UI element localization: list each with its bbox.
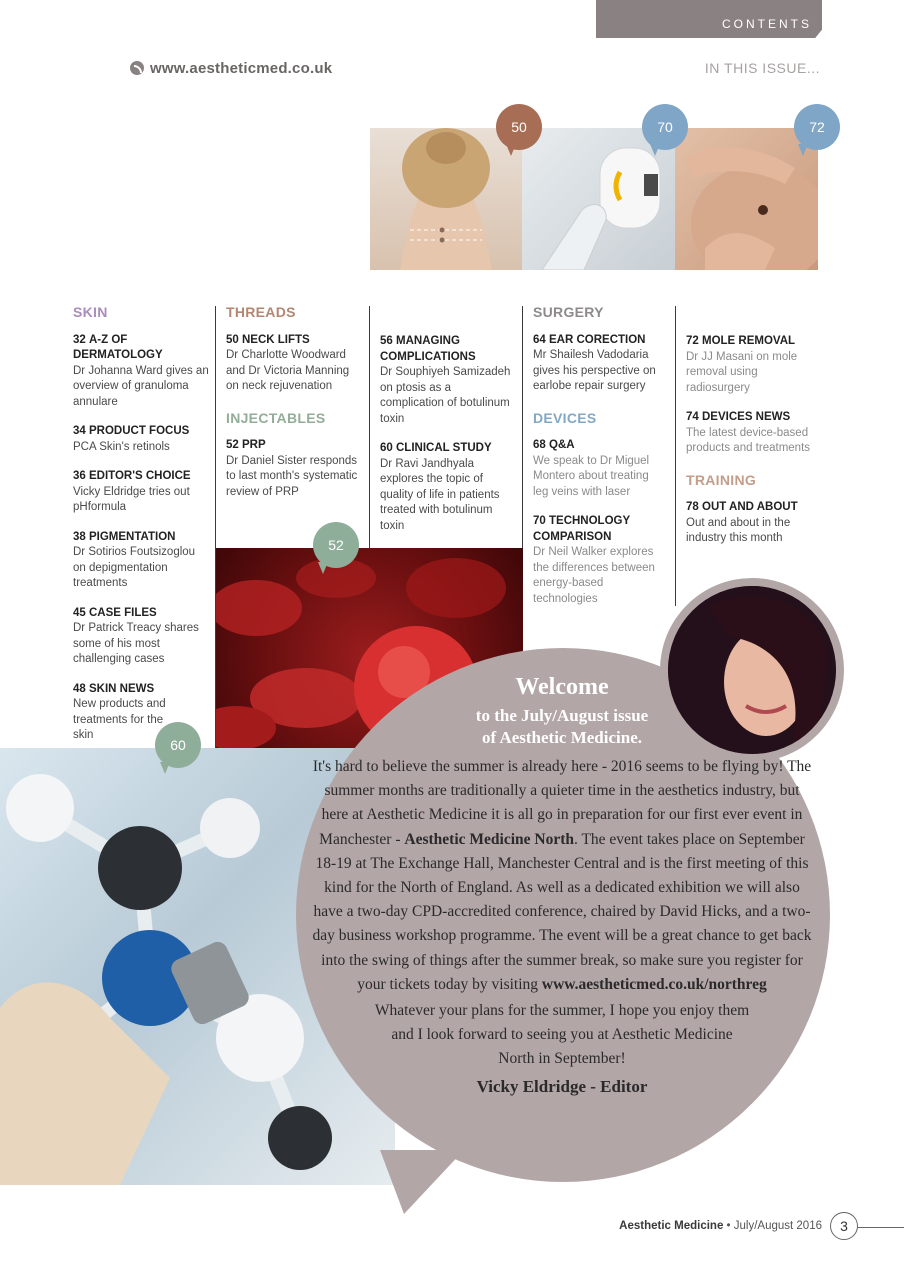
section-heading-skin: SKIN	[73, 304, 108, 320]
bubble-tail	[650, 144, 660, 156]
section-label: CONTENTS	[722, 17, 812, 31]
contents-item[interactable]: 70 TECHNOLOGY COMPARISON Dr Neil Walker explores the differences between energy-based technologies	[533, 515, 655, 605]
bubble-tail	[506, 144, 516, 156]
footer-credit: Aesthetic Medicine • July/August 2016	[619, 1220, 822, 1232]
welcome-editorial	[312, 674, 812, 1097]
page-bubble-72[interactable]: 72	[794, 104, 840, 150]
contents-item[interactable]: 60 CLINICAL STUDY Dr Ravi Jandhyala explores the topic of quality of life in patients treated with botulinum toxin	[380, 442, 500, 532]
contents-item[interactable]: 56 MANAGING COMPLICATIONS Dr Souphiyeh Samizadeh on ptosis as a complication of botulinum toxin	[380, 335, 511, 425]
contents-item[interactable]: 34 PRODUCT FOCUS PCA Skin's retinols	[73, 425, 190, 453]
page-bubble-52[interactable]: 52	[313, 522, 359, 568]
website-row[interactable]	[130, 58, 332, 78]
section-heading-surgery: SURGERY	[533, 304, 604, 320]
page-bubble-70[interactable]: 70	[642, 104, 688, 150]
bubble-tail	[160, 762, 170, 774]
column-divider	[675, 306, 676, 606]
event-name: Aesthetic Medicine North	[404, 830, 574, 848]
contents-item[interactable]: 74 DEVICES NEWS The latest device-based products and treatments	[686, 411, 811, 454]
bubble-tail	[318, 562, 328, 574]
contents-item[interactable]: 45 CASE FILES Dr Patrick Treacy shares some of his most challenging cases	[73, 606, 199, 665]
contents-item[interactable]: 36 EDITOR'S CHOICE Vicky Eldridge tries out pHformula	[73, 470, 191, 513]
contents-item[interactable]: 38 PIGMENTATION Dr Sotirios Foutsizoglou on depigmentation treatments	[73, 530, 196, 589]
section-heading-devices: DEVICES	[533, 409, 597, 426]
contents-item[interactable]: 72 MOLE REMOVAL Dr JJ Masani on mole removal using radiosurgery	[686, 335, 798, 394]
contents-item[interactable]: 52 PRP Dr Daniel Sister responds to last month's systematic review of PRP	[226, 439, 358, 498]
contents-item[interactable]: 78 OUT AND ABOUT Out and about in the industry this month	[686, 501, 798, 544]
column-skin	[73, 305, 209, 758]
page-bubble-50[interactable]: 50	[496, 104, 542, 150]
website-link[interactable]: www.aestheticmed.co.uk	[150, 59, 333, 77]
welcome-closing: Whatever your plans for the summer, I hope you enjoy them and I look forward to seeing you at Aesthetic Medicine North in September!	[374, 1002, 750, 1068]
welcome-subtitle: to the July/August issue	[475, 706, 649, 725]
in-this-issue-label: IN THIS ISSUE...	[704, 60, 820, 76]
column-surgery	[533, 305, 667, 621]
rss-icon	[130, 61, 144, 75]
page-bubble-60[interactable]: 60	[155, 722, 201, 768]
column-middle	[380, 305, 516, 548]
section-heading-injectables: INJECTABLES	[226, 409, 326, 426]
registration-link[interactable]: www.aestheticmed.co.uk/northreg	[541, 975, 767, 993]
welcome-subtitle: of Aesthetic Medicine.	[481, 728, 643, 747]
welcome-title: Welcome	[515, 674, 609, 700]
section-heading-threads: THREADS	[226, 304, 296, 320]
section-heading-training: TRAINING	[686, 471, 757, 488]
contents-item[interactable]: 32 A-Z OF DERMATOLOGY Dr Johanna Ward gives an overview of granuloma annulare	[73, 333, 209, 408]
contents-item[interactable]: 68 Q&A We speak to Dr Miguel Montero about treating leg veins with laser	[533, 439, 650, 498]
column-right	[686, 305, 822, 561]
welcome-bubble-tail	[380, 1150, 464, 1214]
column-threads	[226, 305, 360, 514]
neck-photo	[370, 128, 522, 270]
contents-item[interactable]: 48 SKIN NEWS New products and treatments for the skin	[73, 682, 166, 741]
mole-photo	[675, 128, 818, 270]
contents-item[interactable]: 50 NECK LIFTS Dr Charlotte Woodward and Dr Victoria Manning on neck rejuvenation	[226, 333, 350, 392]
page-number: 3	[830, 1212, 858, 1240]
contents-item[interactable]: 64 EAR CORECTION Mr Shailesh Vadodaria gives his perspective on earlobe repair surgery	[533, 333, 656, 392]
editor-signature: Vicky Eldridge - Editor	[476, 1077, 648, 1097]
footer-rule	[858, 1227, 904, 1228]
column-divider	[369, 306, 370, 548]
welcome-body: It's hard to believe the summer is already here - 2016 seems to be flying by! The summer months are traditionally a quieter time in the aesthetics industry, but here at Aesthetic Medicine it is all go in preparation for our first ever event in Manchester - Aesthetic Medicine North. The event takes place on September 18-19 at The Exchange Hall, Manchester Central and is the first meeting of this kind for the North of England. As well as a dedicated exhibition we will also have a two-day CPD-accredited conference, chaired by David Hicks, and a two-day business workshop programme. The event will be a great chance to get back into the swing of things after the summer break, so make sure you register for your tickets today by visiting www.aestheticmed.co.uk/northreg	[312, 758, 812, 993]
bubble-tail	[798, 144, 808, 156]
